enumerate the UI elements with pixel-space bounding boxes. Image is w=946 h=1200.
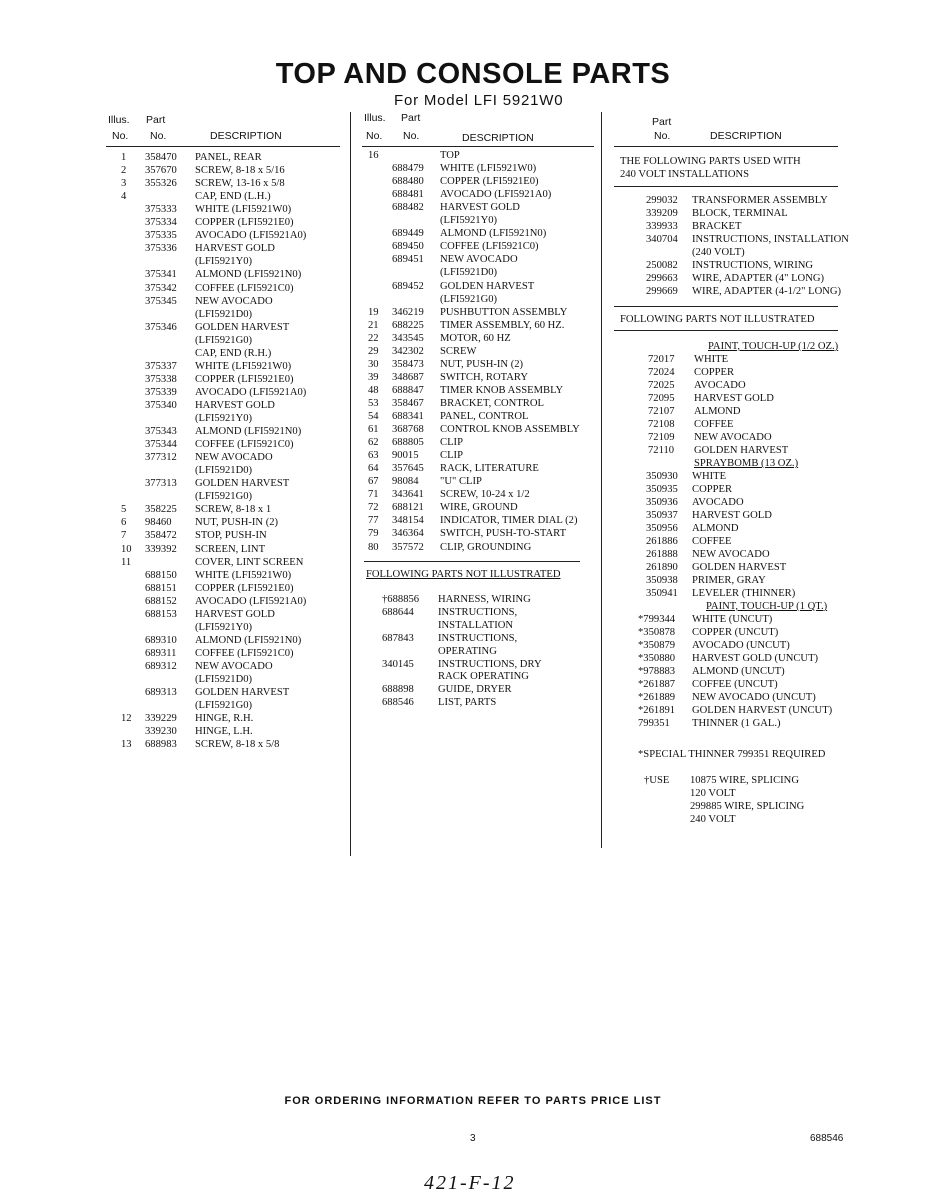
part-description: INDICATOR, TIMER DIAL (2) <box>440 515 578 527</box>
part-number: 61 <box>368 424 379 436</box>
part-description: LEVELER (THINNER) <box>692 588 796 599</box>
part-description: WHITE (LFI5921W0) <box>195 360 292 372</box>
part-description: HINGE, L.H. <box>195 726 253 738</box>
header-rule <box>614 146 838 147</box>
part-description: TRANSFORMER ASSEMBLY <box>692 195 828 206</box>
part-number: 358472 <box>145 530 177 542</box>
part-description: ALMOND (UNCUT) <box>692 666 785 677</box>
part-description: SWITCH, ROTARY <box>440 371 529 383</box>
part-description: STOP, PUSH-IN <box>195 530 267 542</box>
part-description: RACK, LITERATURE <box>440 463 539 475</box>
header-illus: Illus. <box>364 112 386 124</box>
part-number: 72095 <box>648 393 675 404</box>
part-number: 375344 <box>145 439 177 451</box>
part-number: *799344 <box>638 614 676 625</box>
part-number: 375343 <box>145 426 177 438</box>
part-number: 350956 <box>646 523 678 534</box>
section-title-240-volt: THE FOLLOWING PARTS USED WITH <box>620 156 801 167</box>
part-description: MOTOR, 60 HZ <box>440 332 511 344</box>
part-number: 375338 <box>145 373 177 385</box>
part-description: THINNER (1 GAL.) <box>692 718 781 729</box>
part-number: 357645 <box>392 463 424 475</box>
part-number: 688546 <box>382 697 414 709</box>
document-number: 688546 <box>810 1133 844 1144</box>
part-number: 689313 <box>145 687 177 699</box>
handwritten-note: 421-F-12 <box>424 1172 516 1194</box>
part-description: NEW AVOCADO <box>195 452 273 464</box>
part-number: 375337 <box>145 360 177 372</box>
part-description: (LFI5921Y0) <box>195 256 253 268</box>
part-number: 72109 <box>648 432 675 443</box>
part-number: 80 <box>368 541 379 553</box>
part-number: 689312 <box>145 660 177 672</box>
part-number: 339392 <box>145 543 177 555</box>
part-description: (LFI5921G0) <box>195 700 253 712</box>
part-number: 688983 <box>145 739 177 751</box>
part-number: 350938 <box>646 575 678 586</box>
part-number: 22 <box>368 332 379 344</box>
part-number: 11 <box>121 556 132 568</box>
part-number: 375340 <box>145 399 177 411</box>
part-description: HARVEST GOLD <box>440 202 520 214</box>
part-description: SCREW, 8-18 x 5/8 <box>195 739 280 751</box>
part-number: 343545 <box>392 332 424 344</box>
section-title-not-illustrated: FOLLOWING PARTS NOT ILLUSTRATED <box>366 569 561 580</box>
part-description: CLIP <box>440 450 463 462</box>
part-description: CLIP, GROUNDING <box>440 541 532 553</box>
part-number: 299663 <box>646 273 678 284</box>
part-number: 689451 <box>392 254 424 266</box>
part-description: NEW AVOCADO <box>195 660 273 672</box>
part-number: *350879 <box>638 640 676 651</box>
part-number: 261890 <box>646 562 678 573</box>
part-description: TIMER ASSEMBLY, 60 HZ. <box>440 319 565 331</box>
part-number: 689449 <box>392 228 424 240</box>
part-description: GOLDEN HARVEST <box>195 321 290 333</box>
part-number: 72017 <box>648 354 675 365</box>
part-number: 377312 <box>145 452 177 464</box>
part-description: COFFEE (LFI5921C0) <box>195 647 294 659</box>
part-description: ALMOND <box>692 523 739 534</box>
part-description: INSTRUCTIONS, <box>438 632 518 644</box>
part-description: ALMOND (LFI5921N0) <box>195 426 302 438</box>
part-description: AVOCADO (LFI5921A0) <box>195 595 307 607</box>
part-description: GOLDEN HARVEST <box>692 562 787 573</box>
part-number: 21 <box>368 319 379 331</box>
part-number: 688225 <box>392 319 424 331</box>
part-number: 29 <box>368 345 379 357</box>
part-number: 343641 <box>392 489 424 501</box>
part-number: 98084 <box>392 476 419 488</box>
section-rule <box>364 561 580 562</box>
part-number: 688644 <box>382 606 414 618</box>
part-number: 346219 <box>392 306 424 318</box>
part-number: 375341 <box>145 269 177 281</box>
part-description: SCREW, 13-16 x 5/8 <box>195 178 285 190</box>
part-number: 77 <box>368 515 379 527</box>
part-number: 375336 <box>145 243 177 255</box>
part-number: 375333 <box>145 204 177 216</box>
part-number: 357670 <box>145 165 177 177</box>
part-description: NEW AVOCADO <box>440 254 518 266</box>
part-number: 350941 <box>646 588 678 599</box>
part-number: 339933 <box>646 221 678 232</box>
part-number: 39 <box>368 371 379 383</box>
part-number: 375334 <box>145 217 177 229</box>
part-number: 261888 <box>646 549 678 560</box>
part-description: HINGE, R.H. <box>195 713 254 725</box>
part-description: GUIDE, DRYER <box>438 684 512 696</box>
part-number: 71 <box>368 489 379 501</box>
part-description: CAP, END (R.H.) <box>195 347 272 359</box>
part-number: 375342 <box>145 282 177 294</box>
part-description: COPPER <box>692 484 733 495</box>
part-description: (LFI5921D0) <box>195 308 253 320</box>
part-number: *261889 <box>638 692 676 703</box>
part-description: GOLDEN HARVEST <box>694 445 789 456</box>
part-number: 688152 <box>145 595 177 607</box>
part-number: 346364 <box>392 528 424 540</box>
part-description: INSTRUCTIONS, WIRING <box>692 260 814 271</box>
part-description: CLIP <box>440 437 463 449</box>
part-number: 2 <box>121 165 127 177</box>
header-illus: Illus. <box>108 114 130 126</box>
part-description: NEW AVOCADO (UNCUT) <box>692 692 816 703</box>
part-description: WHITE (LFI5921W0) <box>440 163 537 175</box>
part-number: 688805 <box>392 437 424 449</box>
part-description: AVOCADO (LFI5921A0) <box>195 230 307 242</box>
part-description: COPPER (LFI5921E0) <box>195 582 294 594</box>
part-description: WHITE (LFI5921W0) <box>195 569 292 581</box>
part-number: 10 <box>121 543 132 555</box>
part-description: GOLDEN HARVEST <box>195 687 290 699</box>
part-description: INSTRUCTIONS, <box>438 606 518 618</box>
part-number: 340704 <box>646 234 678 245</box>
part-number: 62 <box>368 437 379 449</box>
part-description: NUT, PUSH-IN (2) <box>195 517 279 529</box>
part-description: (LFI5921D0) <box>195 674 253 685</box>
part-number: 12 <box>121 713 132 725</box>
part-number: 688151 <box>145 582 177 594</box>
header-description: DESCRIPTION <box>710 130 782 142</box>
part-description: BLOCK, TERMINAL <box>692 208 788 219</box>
part-description: SWITCH, PUSH-TO-START <box>440 528 567 540</box>
part-number: 375335 <box>145 230 177 242</box>
part-description: HARVEST GOLD <box>694 393 774 404</box>
part-description: GOLDEN HARVEST <box>195 478 290 490</box>
part-description: COVER, LINT SCREEN <box>195 556 304 568</box>
part-number: 7 <box>121 530 127 542</box>
part-description: PANEL, REAR <box>195 152 262 163</box>
part-number: 688150 <box>145 569 177 581</box>
part-description: WHITE (LFI5921W0) <box>195 204 292 216</box>
part-number: 67 <box>368 476 379 488</box>
section-title-240-volt: 240 VOLT INSTALLATIONS <box>620 169 750 180</box>
part-number: *350878 <box>638 627 676 638</box>
part-description: AVOCADO (LFI5921A0) <box>195 386 307 398</box>
part-description: COFFEE (UNCUT) <box>692 679 778 690</box>
page-number: 3 <box>470 1133 476 1144</box>
part-description: (LFI5921Y0) <box>440 215 498 227</box>
part-description: (240 VOLT) <box>692 247 745 258</box>
part-description: INSTRUCTIONS, INSTALLATION <box>692 234 849 245</box>
part-description: BRACKET <box>692 221 742 232</box>
part-number: *350880 <box>638 653 676 664</box>
use-note-line: 120 VOLT <box>690 788 736 799</box>
part-number: 358225 <box>145 504 177 516</box>
part-description: COFFEE (LFI5921C0) <box>195 439 294 451</box>
part-number: 261886 <box>646 536 678 547</box>
part-number: 358470 <box>145 152 177 163</box>
column-divider <box>601 112 602 848</box>
part-description: HARVEST GOLD (UNCUT) <box>692 653 819 664</box>
part-number: 72110 <box>648 445 675 456</box>
page-subtitle: For Model LFI 5921W0 <box>394 92 564 109</box>
part-number: 348687 <box>392 371 424 383</box>
page-title: TOP AND CONSOLE PARTS <box>275 58 671 90</box>
part-number: 72 <box>368 502 379 514</box>
part-description: WHITE (UNCUT) <box>692 614 773 625</box>
part-number: 358473 <box>392 358 424 370</box>
part-description: AVOCADO <box>692 497 744 508</box>
part-description: COPPER (UNCUT) <box>692 627 779 638</box>
special-thinner-note: *SPECIAL THINNER 799351 REQUIRED <box>638 749 826 760</box>
part-number: 13 <box>121 739 132 751</box>
part-number: 350930 <box>646 471 678 482</box>
part-number: 688898 <box>382 684 414 696</box>
part-number: 375346 <box>145 321 177 333</box>
part-number: 4 <box>121 191 127 203</box>
part-description: NUT, PUSH-IN (2) <box>440 358 524 370</box>
part-number: 339230 <box>145 726 177 738</box>
part-description: INSTRUCTIONS, DRY <box>438 658 542 670</box>
part-description: TOP <box>440 150 460 161</box>
part-number: 53 <box>368 397 379 409</box>
use-note-line: 10875 WIRE, SPLICING <box>690 775 799 786</box>
part-description: ALMOND (LFI5921N0) <box>195 269 302 281</box>
header-no: No. <box>654 130 671 142</box>
part-description: WHITE <box>692 471 727 482</box>
header-no: No. <box>366 130 383 142</box>
part-number: 72024 <box>648 367 675 378</box>
header-part: Part <box>652 116 672 128</box>
part-number: 350936 <box>646 497 678 508</box>
part-description: WIRE, ADAPTER (4" LONG) <box>692 273 825 284</box>
part-number: †688856 <box>382 594 420 605</box>
part-number: 6 <box>121 517 127 529</box>
part-description: COPPER (LFI5921E0) <box>440 176 539 188</box>
part-number: 688341 <box>392 411 424 422</box>
part-description: TIMER KNOB ASSEMBLY <box>440 384 564 396</box>
part-description: NEW AVOCADO <box>195 295 273 307</box>
part-number: *261887 <box>638 679 676 690</box>
part-number: 377313 <box>145 478 177 490</box>
header-no: No. <box>150 130 167 142</box>
part-number: 368768 <box>392 424 424 436</box>
part-description: COFFEE (LFI5921C0) <box>195 282 294 294</box>
part-description: AVOCADO (LFI5921A0) <box>440 189 552 201</box>
part-description: SCREW, 10-24 x 1/2 <box>440 489 530 501</box>
part-number: 72107 <box>648 406 675 417</box>
part-description: (LFI5921D0) <box>440 267 498 279</box>
header-rule <box>106 146 340 147</box>
part-description: LIST, PARTS <box>438 697 497 709</box>
header-no: No. <box>112 130 129 142</box>
part-description: PANEL, CONTROL <box>440 411 529 422</box>
part-description: COFFEE (LFI5921C0) <box>440 241 539 253</box>
part-description: WIRE, GROUND <box>440 502 518 514</box>
header-part: Part <box>401 112 421 124</box>
part-description: GOLDEN HARVEST (UNCUT) <box>692 705 833 716</box>
part-number: 64 <box>368 463 379 475</box>
part-description: (LFI5921G0) <box>440 293 498 305</box>
part-number: 250082 <box>646 260 678 271</box>
part-number: 355326 <box>145 178 177 190</box>
part-description: COPPER <box>694 367 735 378</box>
part-number: 98460 <box>145 517 172 529</box>
header-description: DESCRIPTION <box>210 130 282 142</box>
part-number: 375345 <box>145 295 177 307</box>
section-title-paint: PAINT, TOUCH-UP (1/2 OZ.) <box>708 341 839 352</box>
part-number: 30 <box>368 358 379 370</box>
section-rule <box>614 306 838 307</box>
section-title-not-illustrated: FOLLOWING PARTS NOT ILLUSTRATED <box>620 314 815 325</box>
section-rule <box>614 330 838 331</box>
part-description: COFFEE <box>694 419 734 430</box>
part-description: WIRE, ADAPTER (4-1/2" LONG) <box>692 286 842 297</box>
part-description: INSTALLATION <box>438 619 514 631</box>
use-note-line: 299885 WIRE, SPLICING <box>690 801 805 812</box>
part-description: PUSHBUTTON ASSEMBLY <box>440 306 568 318</box>
part-description: COPPER (LFI5921E0) <box>195 373 294 385</box>
part-description: OPERATING <box>438 645 497 657</box>
part-number: 799351 <box>638 718 670 729</box>
part-number: 342302 <box>392 345 424 357</box>
part-description: (LFI5921Y0) <box>195 413 253 424</box>
header-description: DESCRIPTION <box>462 132 534 144</box>
use-note-label: †USE <box>644 775 670 786</box>
part-number: 339209 <box>646 208 678 219</box>
part-number: 350937 <box>646 510 678 521</box>
ordering-footer: FOR ORDERING INFORMATION REFER TO PARTS PRICE LIST <box>284 1095 662 1107</box>
part-number: 375339 <box>145 386 177 398</box>
part-number: *261891 <box>638 705 676 716</box>
part-number: 90015 <box>392 450 419 462</box>
part-description: WHITE <box>694 354 729 365</box>
part-description: (LFI5921G0) <box>195 491 253 503</box>
use-note-line: 240 VOLT <box>690 814 736 825</box>
part-description: ALMOND (LFI5921N0) <box>440 228 547 240</box>
part-number: 339229 <box>145 713 177 725</box>
part-number: 348154 <box>392 515 424 527</box>
part-number: 3 <box>121 178 127 190</box>
part-number: 687843 <box>382 632 414 644</box>
part-description: (LFI5921G0) <box>195 334 253 346</box>
part-description: NEW AVOCADO <box>692 549 770 560</box>
part-number: 63 <box>368 450 379 462</box>
part-description: CAP, END (L.H.) <box>195 191 271 203</box>
section-title-paint-quart: PAINT, TOUCH-UP (1 QT.) <box>706 601 828 612</box>
part-number: 72108 <box>648 419 675 430</box>
part-description: CONTROL KNOB ASSEMBLY <box>440 424 580 436</box>
part-number: 299032 <box>646 195 678 206</box>
part-number: 688153 <box>145 608 177 620</box>
part-description: AVOCADO <box>694 380 746 391</box>
part-number: 688480 <box>392 176 424 188</box>
part-number: 357572 <box>392 541 424 553</box>
part-description: HARVEST GOLD <box>195 399 275 411</box>
part-number: 54 <box>368 411 379 422</box>
part-number: 299669 <box>646 286 678 297</box>
part-description: SCREW, 8-18 x 5/16 <box>195 165 285 177</box>
part-number: 48 <box>368 384 379 396</box>
part-description: HARVEST GOLD <box>195 243 275 255</box>
part-number: 689450 <box>392 241 424 253</box>
part-number: 688847 <box>392 384 424 396</box>
part-number: 16 <box>368 150 379 161</box>
part-description: NEW AVOCADO <box>694 432 772 443</box>
section-title-spraybomb: SPRAYBOMB (13 OZ.) <box>694 458 799 469</box>
part-number: 688482 <box>392 202 424 214</box>
part-number: 79 <box>368 528 379 540</box>
header-rule <box>362 146 594 147</box>
part-number: *978883 <box>638 666 676 677</box>
part-description: SCREEN, LINT <box>195 543 266 555</box>
part-description: SCREW, 8-18 x 1 <box>195 504 272 516</box>
part-description: COFFEE <box>692 536 732 547</box>
part-number: 340145 <box>382 658 414 670</box>
part-number: 688481 <box>392 189 424 201</box>
part-number: 688479 <box>392 163 424 175</box>
section-rule <box>614 186 838 187</box>
part-number: 689311 <box>145 647 177 659</box>
part-number: 689310 <box>145 634 177 646</box>
part-description: BRACKET, CONTROL <box>440 397 544 409</box>
part-description: SCREW <box>440 345 477 357</box>
part-description: ALMOND <box>694 406 741 417</box>
part-number: 72025 <box>648 380 675 391</box>
part-description: HARNESS, WIRING <box>438 594 531 605</box>
part-description: COPPER (LFI5921E0) <box>195 217 294 229</box>
column-divider <box>350 112 351 856</box>
part-number: 5 <box>121 504 127 516</box>
part-number: 1 <box>121 152 127 163</box>
part-description: "U" CLIP <box>440 476 482 488</box>
part-number: 689452 <box>392 280 424 292</box>
part-description: (LFI5921D0) <box>195 465 253 477</box>
part-description: AVOCADO (UNCUT) <box>692 640 790 651</box>
part-number: 688121 <box>392 502 424 514</box>
part-description: HARVEST GOLD <box>195 608 275 620</box>
part-number: 358467 <box>392 397 424 409</box>
part-description: GOLDEN HARVEST <box>440 280 535 292</box>
part-description: (LFI5921Y0) <box>195 621 253 633</box>
part-description: ALMOND (LFI5921N0) <box>195 634 302 646</box>
header-part: Part <box>146 114 166 126</box>
part-number: 350935 <box>646 484 678 495</box>
part-number: 19 <box>368 306 379 318</box>
header-no: No. <box>403 130 420 142</box>
part-description: RACK OPERATING <box>438 671 529 683</box>
part-description: PRIMER, GRAY <box>692 575 766 586</box>
part-description: HARVEST GOLD <box>692 510 772 521</box>
